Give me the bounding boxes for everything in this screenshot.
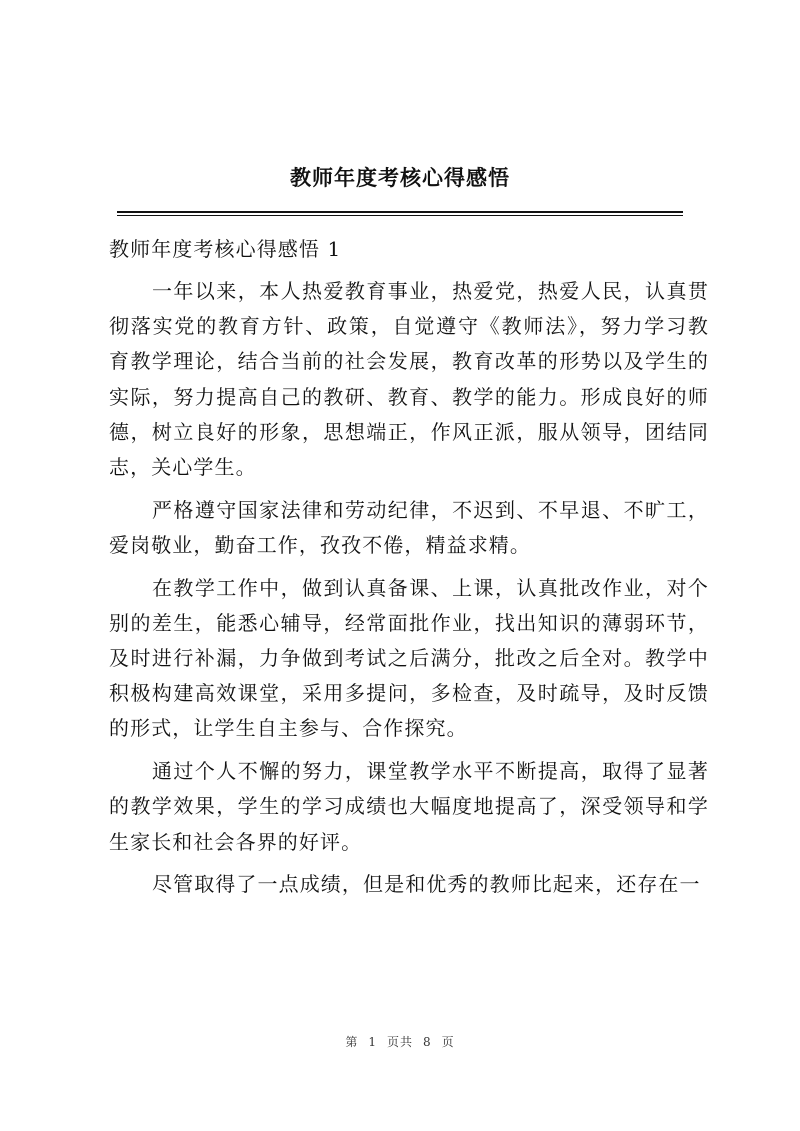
footer-label-ye: 页 — [441, 1035, 455, 1049]
page-footer — [0, 1033, 800, 1051]
paragraph: 一年以来，本人热爱教育事业，热爱党，热爱人民，认真贯彻落实党的教育方针、政策，自觉遵守《教师法》，努力学习教育教学理论，结合当前的社会发展，教育改革的形势以及学生的实际，努力提高自己的教研、教育、教学的能力。形成良好的师德，树立良好的形象，思想端正，作风正派，服从领导，团结同志，关心学生。 — [109, 279, 709, 480]
title-divider-thick — [117, 211, 683, 213]
footer-label-ye-gong: 页共 — [386, 1035, 413, 1049]
section-heading: 教师年度考核心得感悟 1 — [109, 237, 342, 261]
paragraph: 尽管取得了一点成绩，但是和优秀的教师比起来，还存在一 — [152, 872, 701, 897]
paragraph: 通过个人不懈的努力，课堂教学水平不断提高，取得了显著的教学效果，学生的学习成绩也大幅度地提高了，深受领导和学生家长和社会各界的好评。 — [109, 759, 709, 854]
footer-page-total: 8 — [423, 1035, 432, 1049]
title-divider-thin — [117, 215, 683, 216]
document-title: 教师年度考核心得感悟 — [290, 165, 510, 190]
footer-label-di: 第 — [345, 1035, 359, 1049]
paragraph: 在教学工作中，做到认真备课、上课，认真批改作业，对个别的差生，能悉心辅导，经常面批作业，找出知识的薄弱环节，及时进行补漏，力争做到考试之后满分，批改之后全对。教学中积极构建高效课堂，采用多提问，多检查，及时疏导，及时反馈的形式，让学生自主参与、合作探究。 — [109, 575, 709, 741]
document-body — [109, 232, 709, 910]
paragraph: 严格遵守国家法律和劳动纪律，不迟到、不早退、不旷工，爱岗敬业，勤奋工作，孜孜不倦，精益求精。 — [109, 497, 709, 557]
footer-page-current: 1 — [368, 1035, 377, 1049]
